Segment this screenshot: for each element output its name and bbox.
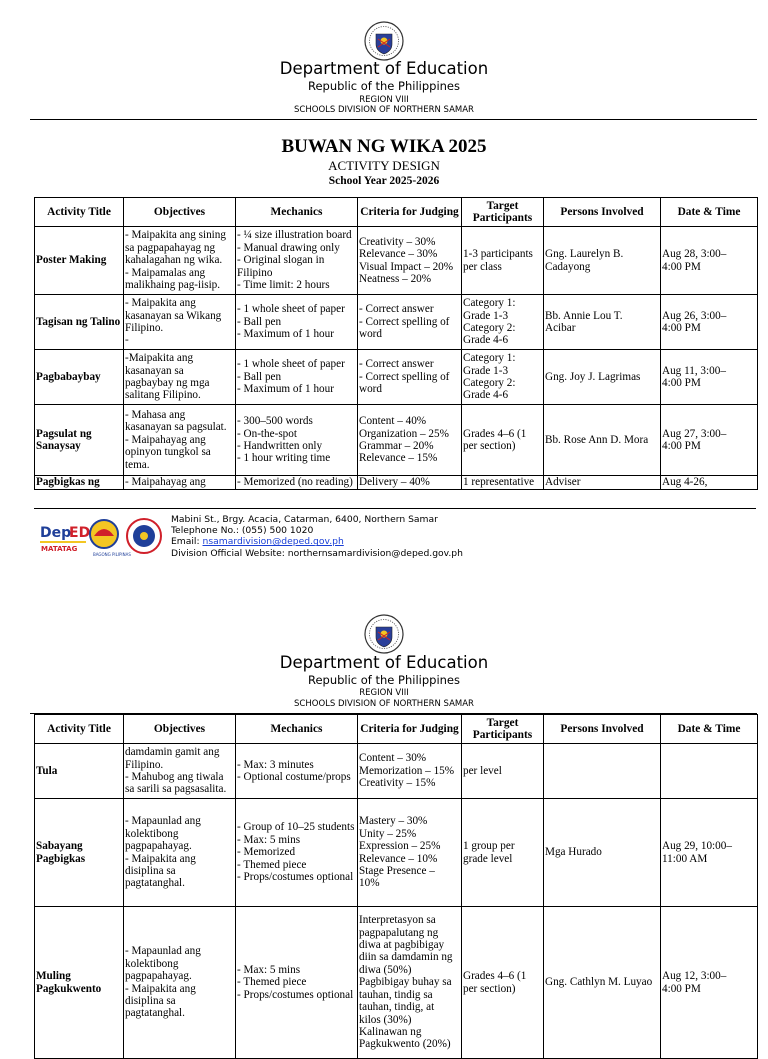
cell-line: 4:00 PM bbox=[662, 440, 701, 452]
deped-logo-icon bbox=[40, 525, 90, 553]
datetime-cell bbox=[661, 405, 758, 476]
cell-line: per section) bbox=[463, 982, 516, 995]
participants-cell bbox=[462, 350, 544, 405]
cell-line: Bb. Rose Ann D. Mora bbox=[545, 433, 649, 446]
cell-line: - 300–500 words bbox=[237, 415, 313, 428]
footer-logos bbox=[38, 514, 168, 558]
cell-line: Aug 11, 3:00– bbox=[662, 364, 726, 377]
cell-line: Aug 29, 10:00– bbox=[662, 840, 732, 853]
footer-divider bbox=[34, 508, 756, 509]
table-row bbox=[35, 744, 758, 799]
table-row bbox=[35, 907, 758, 1059]
cell-line: tema. bbox=[125, 458, 150, 471]
cell-line: salitang Filipino. bbox=[125, 389, 201, 402]
cell-line: Filipino. bbox=[125, 758, 164, 771]
cell-line: - Maximum of 1 hour bbox=[237, 328, 334, 341]
cell-line: - Themed piece bbox=[237, 976, 307, 989]
column-header: Mechanics bbox=[236, 715, 358, 744]
cell-line: - Mahasa ang bbox=[125, 408, 186, 421]
persons-cell bbox=[544, 744, 661, 799]
cell-line: - Max: 5 mins bbox=[237, 833, 301, 846]
cell-line: kolektibong bbox=[125, 957, 179, 970]
objectives-cell bbox=[124, 295, 236, 350]
column-header: Target Participants bbox=[462, 198, 544, 227]
cell-line: diwa (50%) bbox=[359, 963, 412, 976]
datetime-cell bbox=[661, 799, 758, 907]
mechanics-cell bbox=[236, 476, 358, 490]
cell-line: malikhaing pag-iisip. bbox=[125, 279, 221, 292]
cell-line: Acibar bbox=[545, 322, 576, 334]
cell-line: Visual Impact – 20% bbox=[359, 260, 454, 273]
cell-line: tauhan, tindig, at bbox=[359, 1001, 435, 1014]
participants-cell bbox=[462, 227, 544, 295]
cell-line: damdamin gamit ang bbox=[125, 746, 220, 759]
criteria-cell bbox=[358, 227, 462, 295]
cell-line: - Mahubog ang tiwala bbox=[125, 771, 224, 783]
cell-line: Aug 4-26, bbox=[662, 476, 708, 489]
cell-line: - On-the-spot bbox=[237, 427, 297, 440]
bagong-pilipinas-logo-icon bbox=[90, 520, 131, 557]
cell-line: Grade 1-3 bbox=[463, 364, 509, 377]
criteria-cell bbox=[358, 476, 462, 490]
document-title: BUWAN NG WIKA 2025 bbox=[281, 136, 487, 157]
participants-cell bbox=[462, 744, 544, 799]
division-name: SCHOOLS DIVISION OF NORTHERN SAMAR bbox=[294, 699, 474, 709]
cell-line: Memorization – 15% bbox=[359, 764, 455, 777]
cell-line: 1 group per bbox=[463, 840, 515, 853]
cell-line: kasanayan sa bbox=[125, 364, 184, 377]
mechanics-cell bbox=[236, 907, 358, 1059]
table-row bbox=[35, 476, 758, 490]
cell-line: disiplina sa bbox=[125, 864, 176, 877]
cell-line: Cadayong bbox=[545, 260, 591, 273]
cell-line: Pagbibigay buhay sa bbox=[359, 976, 452, 989]
table-row bbox=[35, 405, 758, 476]
cell-line: Gng. Joy J. Lagrimas bbox=[545, 370, 641, 383]
republic-name: Republic of the Philippines bbox=[307, 79, 461, 93]
cell-line: - Memorized bbox=[237, 846, 296, 859]
division-name: SCHOOLS DIVISION OF NORTHERN SAMAR bbox=[294, 105, 474, 115]
cell-line: 11:00 AM bbox=[662, 852, 708, 865]
cell-line: tauhan, tindig sa bbox=[359, 988, 433, 1001]
activity-title-cell: Pagbabaybay bbox=[35, 350, 124, 405]
cell-line: - Correct spelling of bbox=[359, 370, 450, 383]
cell-line: -Maipakita ang bbox=[125, 352, 194, 365]
cell-line: - Maipakita ang sining bbox=[125, 229, 226, 242]
column-header: Objectives bbox=[124, 715, 236, 744]
criteria-cell bbox=[358, 405, 462, 476]
cell-line: Gng. Cathlyn M. Luyao bbox=[545, 976, 653, 989]
cell-line: Category 2: bbox=[463, 322, 516, 334]
table-row bbox=[35, 350, 758, 405]
cell-line: 4:00 PM bbox=[662, 260, 701, 273]
cell-line: Gng. Laurelyn B. bbox=[545, 248, 624, 261]
cell-line: Bb. Annie Lou T. bbox=[545, 309, 623, 322]
cell-line: kasanayan sa Wikang bbox=[125, 309, 222, 322]
cell-line: - Maipamalas ang bbox=[125, 266, 206, 279]
cell-line: kasanayan sa pagsulat. bbox=[125, 421, 227, 434]
cell-line: word bbox=[359, 328, 382, 341]
objectives-cell bbox=[124, 799, 236, 907]
cell-line: Unity – 25% bbox=[359, 827, 417, 840]
cell-line: pagpapalutang ng bbox=[359, 926, 439, 939]
cell-line: kilos (30%) bbox=[359, 1013, 412, 1026]
activity-title-cell: Muling Pagkukwento bbox=[35, 907, 124, 1059]
department-name: Department of Education bbox=[279, 59, 489, 78]
mechanics-cell bbox=[236, 295, 358, 350]
cell-line: diin sa damdamin ng bbox=[359, 951, 453, 964]
cell-line: Creativity – 30% bbox=[359, 235, 436, 248]
table-row bbox=[35, 227, 758, 295]
deped-seal-icon bbox=[364, 21, 404, 61]
activity-title-cell: Tagisan ng Talino bbox=[35, 295, 124, 350]
persons-cell bbox=[544, 350, 661, 405]
participants-cell bbox=[462, 295, 544, 350]
persons-cell bbox=[544, 227, 661, 295]
cell-line: Interpretasyon sa bbox=[359, 914, 436, 927]
cell-line: - Themed piece bbox=[237, 858, 307, 871]
column-header: Target Participants bbox=[462, 715, 544, 744]
criteria-cell bbox=[358, 907, 462, 1059]
objectives-cell bbox=[124, 476, 236, 490]
cell-line: Delivery – 40% bbox=[359, 476, 430, 489]
cell-line: pagbaybay ng mga bbox=[125, 377, 210, 389]
cell-line: Grammar – 20% bbox=[359, 440, 434, 452]
cell-line: Category 1: bbox=[463, 297, 516, 310]
footer-email-link[interactable]: nsamardivision@deped.gov.ph bbox=[202, 536, 344, 548]
cell-line: Relevance – 10% bbox=[359, 852, 438, 865]
cell-line: - Maipahayag ang bbox=[125, 476, 206, 489]
cell-line: Filipino. bbox=[125, 322, 164, 334]
participants-cell bbox=[462, 907, 544, 1059]
column-header: Criteria for Judging bbox=[358, 198, 462, 227]
cell-line: Stage Presence – bbox=[359, 864, 435, 877]
mechanics-cell bbox=[236, 744, 358, 799]
datetime-cell bbox=[661, 744, 758, 799]
mechanics-cell bbox=[236, 405, 358, 476]
cell-line: 1-3 participants bbox=[463, 248, 533, 261]
cell-line: - Mapaunlad ang bbox=[125, 815, 201, 828]
cell-line: - 1 whole sheet of paper bbox=[237, 303, 345, 316]
persons-cell bbox=[544, 405, 661, 476]
footer-website: Division Official Website: northernsamardivision@deped.gov.ph bbox=[171, 547, 463, 559]
cell-line: Filipino bbox=[237, 266, 273, 279]
column-header: Persons Involved bbox=[544, 198, 661, 227]
cell-line: Category 1: bbox=[463, 352, 516, 365]
column-header: Activity Title bbox=[35, 198, 124, 227]
criteria-cell bbox=[358, 350, 462, 405]
column-header: Activity Title bbox=[35, 715, 124, 744]
objectives-cell bbox=[124, 227, 236, 295]
cell-line: 4:00 PM bbox=[662, 377, 701, 389]
cell-line: - Ball pen bbox=[237, 370, 282, 383]
cell-line: Organization – 25% bbox=[359, 427, 449, 440]
column-header: Objectives bbox=[124, 198, 236, 227]
cell-line: - Ball pen bbox=[237, 315, 282, 328]
cell-line: - Manual drawing only bbox=[237, 241, 340, 254]
footer-contact bbox=[171, 514, 463, 559]
column-header: Date & Time bbox=[661, 198, 758, 227]
cell-line: - Props/costumes optional bbox=[237, 871, 354, 884]
column-header: Date & Time bbox=[661, 715, 758, 744]
cell-line: sa sarili sa pagsasalita. bbox=[125, 783, 227, 796]
cell-line: - Optional costume/props bbox=[237, 771, 351, 783]
datetime-cell bbox=[661, 350, 758, 405]
cell-line: Relevance – 30% bbox=[359, 248, 438, 261]
svg-text:ED: ED bbox=[69, 525, 91, 541]
cell-line: kahalagahan ng wika. bbox=[125, 254, 223, 267]
participants-cell bbox=[462, 405, 544, 476]
cell-line: Mastery – 30% bbox=[359, 815, 428, 828]
cell-line: pagtatanghal. bbox=[125, 877, 185, 890]
cell-line: per section) bbox=[463, 440, 516, 452]
objectives-cell bbox=[124, 405, 236, 476]
department-name: Department of Education bbox=[279, 653, 489, 672]
cell-line: Pagkukwento (20%) bbox=[359, 1038, 451, 1051]
cell-line: Aug 12, 3:00– bbox=[662, 970, 727, 983]
activity-title-cell: Pagbigkas ng bbox=[35, 476, 124, 490]
cell-line: - Props/costumes optional bbox=[237, 988, 354, 1001]
cell-line: 10% bbox=[359, 877, 380, 890]
document-subtitle: ACTIVITY DESIGN bbox=[328, 158, 440, 173]
table-header-row bbox=[35, 198, 758, 227]
objectives-cell bbox=[124, 350, 236, 405]
cell-line: opinyon tungkol sa bbox=[125, 446, 211, 459]
footer-telephone: Telephone No.: (055) 500 1020 bbox=[171, 525, 314, 537]
criteria-cell bbox=[358, 295, 462, 350]
table-row bbox=[35, 799, 758, 907]
cell-line: word bbox=[359, 383, 382, 396]
region-name: REGION VIII bbox=[359, 95, 409, 105]
cell-line: Aug 26, 3:00– bbox=[662, 309, 727, 322]
mechanics-cell bbox=[236, 350, 358, 405]
persons-cell bbox=[544, 907, 661, 1059]
header-divider bbox=[30, 119, 757, 120]
mechanics-cell bbox=[236, 799, 358, 907]
cell-line: pagtatanghal. bbox=[125, 1007, 185, 1020]
cell-line: Relevance – 15% bbox=[359, 452, 438, 465]
cell-line: - Group of 10–25 students bbox=[237, 821, 355, 834]
cell-line: - Max: 5 mins bbox=[237, 963, 301, 976]
cell-line: Grade 1-3 bbox=[463, 309, 509, 322]
activity-title-cell: Poster Making bbox=[35, 227, 124, 295]
cell-line: Aug 28, 3:00– bbox=[662, 248, 727, 261]
objectives-cell bbox=[124, 744, 236, 799]
cell-line: - Correct spelling of bbox=[359, 315, 450, 328]
table-row bbox=[35, 295, 758, 350]
persons-cell bbox=[544, 295, 661, 350]
mechanics-cell bbox=[236, 227, 358, 295]
cell-line: Neatness – 20% bbox=[359, 272, 432, 285]
cell-line: - ¼ size illustration board bbox=[237, 229, 352, 242]
cell-line: Content – 40% bbox=[359, 415, 427, 428]
cell-line: - Time limit: 2 hours bbox=[237, 279, 330, 292]
deped-seal-icon bbox=[364, 614, 404, 654]
svg-text:Dep: Dep bbox=[40, 525, 72, 541]
cell-line: 4:00 PM bbox=[662, 322, 701, 334]
page-2 bbox=[0, 580, 768, 1051]
cell-line: Grade 4-6 bbox=[463, 334, 509, 347]
cell-line: Kalinawan ng bbox=[359, 1025, 422, 1038]
cell-line: - Original slogan in bbox=[237, 254, 325, 267]
cell-line: Aug 27, 3:00– bbox=[662, 427, 727, 440]
cell-line: - 1 hour writing time bbox=[237, 452, 331, 465]
activity-title-cell: Tula bbox=[35, 744, 124, 799]
cell-line: Creativity – 15% bbox=[359, 777, 436, 790]
cell-line: per class bbox=[463, 260, 502, 273]
cell-line: - 1 whole sheet of paper bbox=[237, 358, 345, 371]
cell-line: diwa at pagbibigay bbox=[359, 939, 445, 952]
column-header: Mechanics bbox=[236, 198, 358, 227]
cell-line: grade level bbox=[463, 852, 513, 865]
datetime-cell bbox=[661, 227, 758, 295]
cell-line: - bbox=[125, 334, 129, 347]
svg-text:BAGONG PILIPINAS: BAGONG PILIPINAS bbox=[93, 552, 131, 557]
cell-line: - Correct answer bbox=[359, 303, 434, 316]
cell-line: kolektibong bbox=[125, 827, 179, 840]
cell-line: Grades 4–6 (1 bbox=[463, 427, 527, 440]
cell-line: disiplina sa bbox=[125, 994, 176, 1007]
cell-line: Mga Hurado bbox=[545, 846, 602, 859]
cell-line: - Maipahayag ang bbox=[125, 433, 206, 446]
cell-line: sa pagpapahayag ng bbox=[125, 241, 216, 254]
cell-line: Expression – 25% bbox=[359, 840, 441, 853]
activity-title-cell: Sabayang Pagbigkas bbox=[35, 799, 124, 907]
cell-line: - Maipakita ang bbox=[125, 982, 196, 995]
activity-table-1 bbox=[34, 197, 758, 490]
column-header: Persons Involved bbox=[544, 715, 661, 744]
region-name: REGION VIII bbox=[359, 688, 409, 698]
persons-cell bbox=[544, 799, 661, 907]
criteria-cell bbox=[358, 744, 462, 799]
participants-cell bbox=[462, 476, 544, 490]
cell-line: per level bbox=[463, 764, 502, 777]
cell-line: Content – 30% bbox=[359, 752, 427, 765]
datetime-cell bbox=[661, 295, 758, 350]
footer-address: Mabini St., Brgy. Acacia, Catarman, 6400, Northern Samar bbox=[171, 514, 438, 525]
cell-line: - Maipakita ang bbox=[125, 852, 196, 865]
activity-table-2 bbox=[34, 714, 758, 1059]
cell-line: 4:00 PM bbox=[662, 982, 701, 995]
republic-name: Republic of the Philippines bbox=[307, 673, 461, 687]
column-header: Criteria for Judging bbox=[358, 715, 462, 744]
cell-line: pagpapahayag. bbox=[125, 840, 192, 853]
criteria-cell bbox=[358, 799, 462, 907]
footer-email-line bbox=[171, 536, 463, 547]
cell-line: Category 2: bbox=[463, 377, 516, 389]
cell-line: pagpapahayag. bbox=[125, 970, 192, 983]
datetime-cell bbox=[661, 476, 758, 490]
school-year: School Year 2025-2026 bbox=[328, 175, 440, 187]
table-header-row bbox=[35, 715, 758, 744]
participants-cell bbox=[462, 799, 544, 907]
objectives-cell bbox=[124, 907, 236, 1059]
cell-line: - Mapaunlad ang bbox=[125, 945, 201, 958]
cell-line: - Correct answer bbox=[359, 358, 434, 371]
cell-line: Adviser bbox=[545, 476, 581, 489]
cell-line: Grades 4–6 (1 bbox=[463, 970, 527, 983]
cell-line: - Maipakita ang bbox=[125, 297, 196, 310]
cell-line: - Maximum of 1 hour bbox=[237, 383, 334, 396]
activity-title-cell: Pagsulat ng Sanaysay bbox=[35, 405, 124, 476]
footer-email-label: Email: bbox=[171, 536, 203, 548]
cell-line: - Memorized (no reading) bbox=[237, 476, 353, 489]
datetime-cell bbox=[661, 907, 758, 1059]
persons-cell bbox=[544, 476, 661, 490]
cell-line: 1 representative bbox=[463, 476, 535, 489]
svg-text:MATATAG: MATATAG bbox=[41, 545, 78, 553]
cell-line: - Handwritten only bbox=[237, 440, 323, 452]
division-seal-icon bbox=[127, 519, 161, 553]
cell-line: - Max: 3 minutes bbox=[237, 758, 314, 771]
cell-line: Grade 4-6 bbox=[463, 389, 509, 402]
